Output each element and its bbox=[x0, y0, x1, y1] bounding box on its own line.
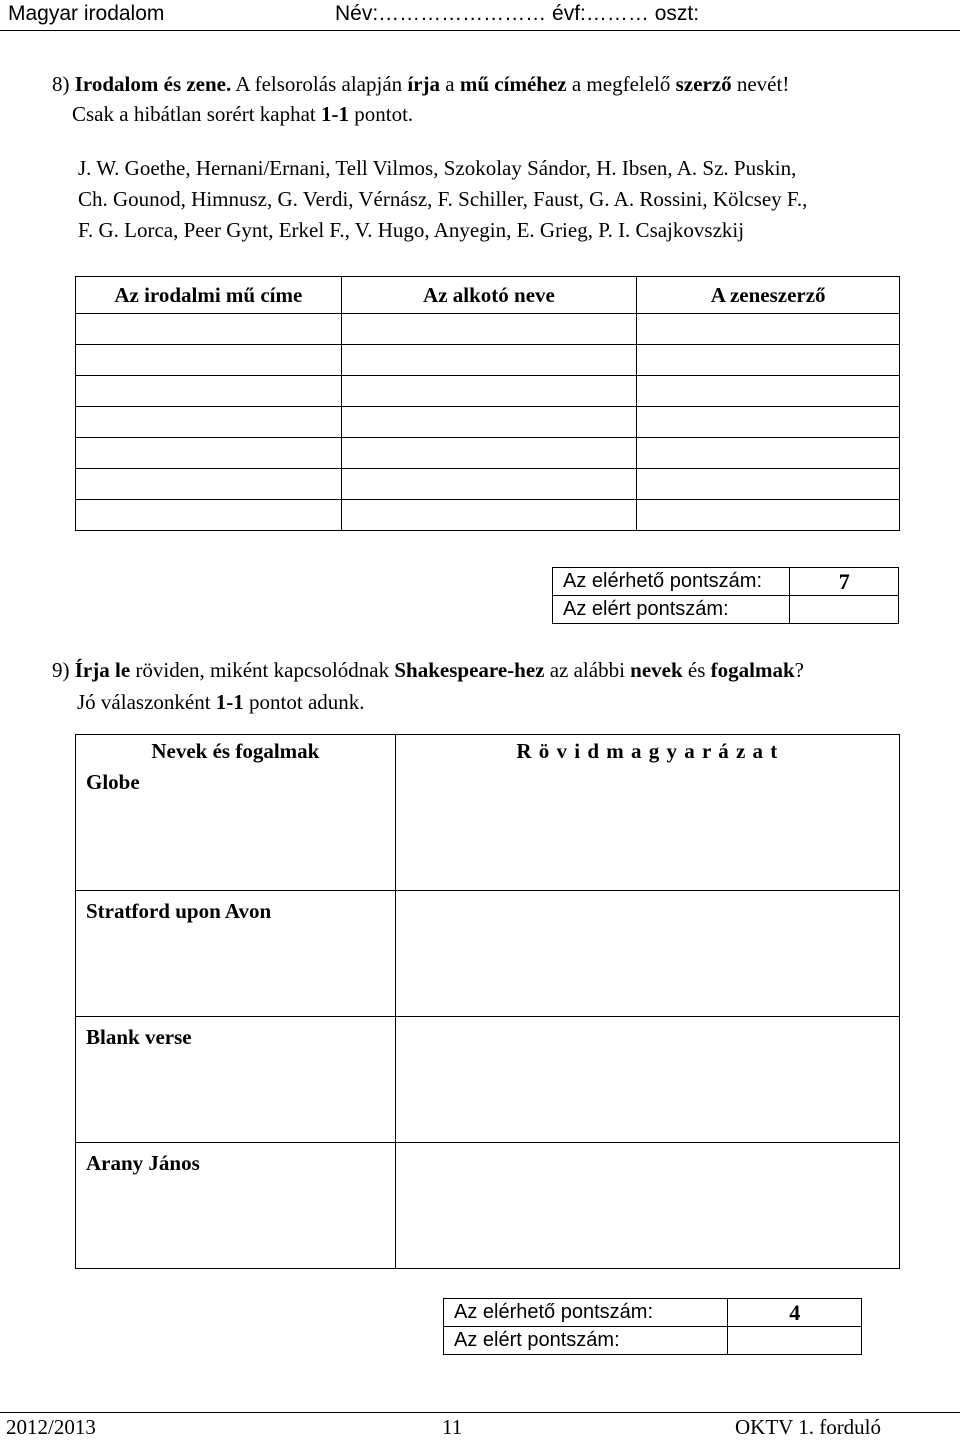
explanation-cell[interactable] bbox=[395, 1017, 899, 1143]
answer-row bbox=[76, 314, 900, 345]
answer-cell[interactable] bbox=[341, 469, 637, 500]
note-text: Jó válaszonként bbox=[77, 690, 211, 714]
term-cell bbox=[76, 1143, 396, 1269]
task9-scoring-note bbox=[77, 688, 365, 716]
answer-cell[interactable] bbox=[637, 500, 900, 531]
note-text: pontot adunk. bbox=[249, 690, 365, 714]
answer-row bbox=[76, 438, 900, 469]
task9-instr-text: az alábbi bbox=[549, 658, 625, 682]
column-header-terms: Nevek és fogalmak bbox=[151, 739, 320, 763]
task8-instr-text: nevét! bbox=[736, 72, 790, 96]
table-row bbox=[76, 891, 900, 1017]
answer-cell[interactable] bbox=[637, 469, 900, 500]
note-text: Csak a hibátlan sorért kaphat bbox=[72, 102, 316, 126]
achieved-score-label: Az elért pontszám: bbox=[553, 596, 790, 624]
answer-cell[interactable] bbox=[76, 500, 342, 531]
task9-instr-text: röviden, miként kapcsolódnak bbox=[135, 658, 390, 682]
answer-cell[interactable] bbox=[637, 438, 900, 469]
contest-round: OKTV 1. forduló bbox=[735, 1415, 882, 1439]
answer-cell[interactable] bbox=[341, 314, 637, 345]
task9-instruction bbox=[52, 656, 804, 684]
subject-label: Magyar irodalom bbox=[8, 2, 165, 25]
answer-cell[interactable] bbox=[341, 376, 637, 407]
table-row bbox=[76, 1143, 900, 1269]
answer-cell[interactable] bbox=[637, 345, 900, 376]
answer-cell[interactable] bbox=[341, 500, 637, 531]
task9-instr-bold: Shakespeare-hez bbox=[394, 658, 545, 682]
task8-instr-text: A felsorolás alapján bbox=[235, 72, 403, 96]
column-header-composer: A zeneszerző bbox=[637, 277, 900, 314]
name-field-label: Név:…………………… évf:……… oszt: bbox=[335, 2, 700, 25]
answer-cell[interactable] bbox=[76, 345, 342, 376]
table-row bbox=[76, 1017, 900, 1143]
task9-instr-bold: Írja le bbox=[74, 658, 131, 682]
answer-cell[interactable] bbox=[76, 376, 342, 407]
answer-cell[interactable] bbox=[341, 407, 637, 438]
task9-answer-table bbox=[75, 734, 900, 1269]
task9-score-box bbox=[443, 1298, 862, 1355]
task9-instr-bold: nevek bbox=[630, 658, 683, 682]
explanation-cell[interactable] bbox=[395, 891, 899, 1017]
achieved-score-field[interactable] bbox=[790, 596, 899, 624]
answer-cell[interactable] bbox=[637, 376, 900, 407]
task8-instr-text: a megfelelő bbox=[571, 72, 671, 96]
task8-number: 8) bbox=[52, 72, 70, 96]
max-score-label: Az elérhető pontszám: bbox=[553, 568, 790, 596]
task8-list-line-1: J. W. Goethe, Hernani/Ernani, Tell Vilmos, Szokolay Sándor, H. Ibsen, A. Sz. Puskin, bbox=[78, 156, 797, 180]
task8-scoring-note bbox=[72, 100, 413, 128]
answer-row bbox=[76, 345, 900, 376]
term-label-globe: Globe bbox=[86, 770, 140, 794]
task8-answer-table bbox=[75, 276, 900, 531]
max-score-label: Az elérhető pontszám: bbox=[444, 1299, 728, 1327]
answer-cell[interactable] bbox=[637, 407, 900, 438]
term-label-blank-verse: Blank verse bbox=[86, 1025, 192, 1049]
max-score-value: 4 bbox=[728, 1299, 862, 1327]
task9-instr-text: és bbox=[687, 658, 706, 682]
answer-cell[interactable] bbox=[76, 469, 342, 500]
max-score-value: 7 bbox=[790, 568, 899, 596]
answer-row bbox=[76, 500, 900, 531]
answer-cell[interactable] bbox=[341, 345, 637, 376]
column-header-explanation: R ö v i d m a g y a r á z a t bbox=[516, 739, 779, 763]
task8-list-line-3: F. G. Lorca, Peer Gynt, Erkel F., V. Hugo, Anyegin, E. Grieg, P. I. Csajkovszkij bbox=[78, 218, 745, 242]
term-cell bbox=[76, 735, 396, 891]
answer-cell[interactable] bbox=[637, 314, 900, 345]
term-label-stratford: Stratford upon Avon bbox=[86, 899, 272, 923]
answer-cell[interactable] bbox=[76, 438, 342, 469]
task8-instr-bold: mű címéhez bbox=[459, 72, 567, 96]
table-header-row bbox=[76, 277, 900, 314]
task9-instr-bold: fogalmak bbox=[710, 658, 795, 682]
answer-cell[interactable] bbox=[341, 438, 637, 469]
task8-instruction bbox=[52, 70, 789, 98]
answer-cell[interactable] bbox=[76, 314, 342, 345]
task8-score-box bbox=[552, 567, 899, 624]
task8-instr-bold: szerző bbox=[675, 72, 732, 96]
note-text: pontot. bbox=[354, 102, 414, 126]
column-header-work-title: Az irodalmi mű címe bbox=[76, 277, 342, 314]
column-header-author: Az alkotó neve bbox=[341, 277, 637, 314]
term-cell bbox=[76, 891, 396, 1017]
achieved-score-field[interactable] bbox=[728, 1327, 862, 1355]
achieved-score-label: Az elért pontszám: bbox=[444, 1327, 728, 1355]
table-row bbox=[76, 735, 900, 891]
task9-number: 9) bbox=[52, 658, 70, 682]
task8-instr-text: a bbox=[445, 72, 455, 96]
explanation-cell[interactable] bbox=[395, 735, 899, 891]
task8-list-line-2: Ch. Gounod, Himnusz, G. Verdi, Vérnász, F. Schiller, Faust, G. A. Rossini, Kölcsey F., bbox=[78, 187, 808, 211]
task9-instr-text: ? bbox=[794, 658, 804, 682]
page-number: 11 bbox=[442, 1415, 463, 1439]
task8-instr-bold: írja bbox=[407, 72, 441, 96]
term-label-arany: Arany János bbox=[86, 1151, 200, 1175]
term-cell bbox=[76, 1017, 396, 1143]
answer-row bbox=[76, 376, 900, 407]
page-footer bbox=[0, 1412, 960, 1441]
answer-row bbox=[76, 407, 900, 438]
task8-title: Irodalom és zene. bbox=[74, 72, 232, 96]
page-header bbox=[0, 0, 960, 31]
note-bold: 1-1 bbox=[321, 102, 350, 126]
answer-cell[interactable] bbox=[76, 407, 342, 438]
school-year: 2012/2013 bbox=[6, 1415, 96, 1439]
note-bold: 1-1 bbox=[215, 690, 244, 714]
answer-row bbox=[76, 469, 900, 500]
explanation-cell[interactable] bbox=[395, 1143, 899, 1269]
